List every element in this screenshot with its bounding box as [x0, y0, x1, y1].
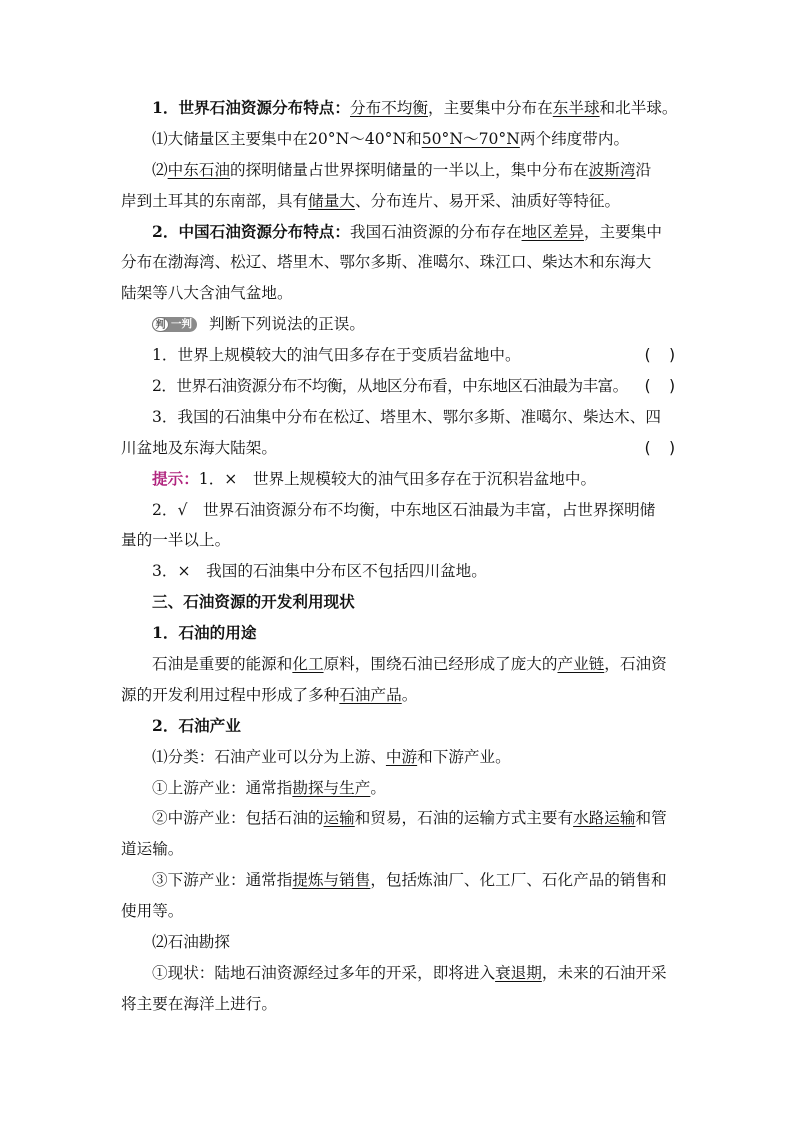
answer-blank: 东半球	[552, 99, 600, 117]
answer-blank: 产业链	[557, 655, 605, 674]
paragraph-downstream-line1	[121, 865, 677, 896]
paragraph-middle-east-line1	[121, 155, 677, 186]
text-run: ②中游产业：包括石油的	[152, 809, 324, 828]
judge-question-3-line2	[121, 433, 677, 464]
section-heading: 三、石油资源的开发利用现状	[152, 592, 355, 612]
text-run: 沿	[635, 160, 652, 179]
text-run: 和北半球。	[599, 99, 678, 117]
paragraph-latitude-bands	[121, 124, 677, 155]
answer-blank: 石油产品	[339, 685, 402, 704]
judge-question-3-line1: 3．我国的石油集中分布在松辽、塔里木、鄂尔多斯、准噶尔、柴达木、四	[152, 407, 661, 426]
document-page	[121, 93, 677, 1020]
answer-blank: 衰退期	[495, 963, 542, 982]
text-run: ，石油资	[604, 655, 667, 674]
paragraph-exploration-line2: 将主要在海洋上进行。	[121, 994, 277, 1013]
answer-blank: 储量大	[308, 191, 355, 210]
paragraph-china-oil-line2: 分布在渤海湾、松辽、塔里木、鄂尔多斯、准噶尔、珠江口、柴达木和东海大	[121, 253, 652, 272]
subheading-oil-industry: 2．石油产业	[152, 715, 241, 735]
subheading-oil-uses: 1．石油的用途	[152, 623, 257, 643]
subheading-exploration: ⑵石油勘探	[152, 933, 230, 952]
text-run: 源的开发利用过程中形成了多种	[121, 685, 340, 704]
paragraph-downstream-line2: 使用等。	[121, 902, 184, 921]
hint-answer-1	[121, 464, 677, 495]
item-number: 2．	[152, 221, 179, 241]
text-run: ⑴大储量区主要集中在20°N～40°N和	[152, 129, 422, 148]
answer-blank: 提炼与销售	[292, 871, 371, 890]
judge-question-2	[121, 371, 677, 402]
answer-blank: 分布不均衡	[350, 99, 428, 117]
hint-answer-2-line2: 量的一半以上。	[121, 531, 231, 550]
question-text: 2．世界石油资源分布不均衡，从地区分布看，中东地区石油最为丰富。	[152, 377, 628, 396]
answer-blank: 地区差异	[521, 222, 584, 241]
paragraph-china-oil-line3: 陆架等八大含油气盆地。	[121, 284, 293, 303]
text-run: 和管	[635, 809, 667, 828]
text-run: 石油是重要的能源和	[152, 655, 293, 674]
answer-blank: 波斯湾	[588, 160, 636, 179]
paragraph-world-oil-distribution	[121, 93, 677, 124]
text-run: ①现状：陆地石油资源经过多年的开采，即将进入	[152, 963, 496, 982]
text-run: ，未来的石油开采	[541, 963, 667, 982]
paragraph-china-oil-line1	[121, 217, 677, 248]
question-text: 川盆地及东海大陆架。	[121, 438, 277, 457]
text-run: 和贸易，石油的运输方式主要有	[354, 809, 574, 828]
paragraph-middle-east-line2	[121, 186, 677, 217]
judge-question-1	[121, 340, 677, 371]
hint-label: 提示：	[152, 468, 199, 488]
text-run: 两个纬度带内。	[519, 129, 630, 148]
judge-badge-icon	[152, 317, 197, 332]
answer-paren: ( )	[642, 438, 677, 457]
text-run: 原料，围绕石油已经形成了庞大的	[323, 655, 558, 674]
paragraph-exploration-line1	[121, 958, 677, 989]
answer-blank: 中游	[385, 747, 418, 766]
text-run: 。	[370, 778, 386, 797]
hint-answer-3: 3．× 我国的石油集中分布区不包括四川盆地。	[152, 562, 487, 581]
text-run: ，包括炼油厂、化工厂、石化产品的销售和	[370, 871, 667, 890]
hint-answer-2-line1: 2．√ 世界石油资源分布不均衡，中东地区石油最为丰富，占世界探明储	[152, 500, 656, 519]
text-run: 和下游产业。	[417, 747, 511, 766]
text-run: 、分布连片、易开采、油质好等特征。	[354, 191, 621, 210]
paragraph-industry-classification	[121, 742, 677, 773]
paragraph-midstream-line1	[121, 803, 677, 834]
answer-paren: ( )	[642, 377, 677, 396]
answer-text: 1．× 世界上规模较大的油气田多存在于沉积岩盆地中。	[198, 469, 597, 488]
text-run: 我国石油资源的分布存在	[350, 222, 522, 241]
text-run: ，主要集中	[583, 222, 662, 241]
badge-char: 判	[152, 317, 169, 332]
text-run: ⑵	[152, 160, 168, 179]
item-lead: 世界石油资源分布特点：	[178, 98, 350, 117]
badge-text: 一判	[171, 318, 192, 331]
answer-blank: 水路运输	[573, 809, 636, 828]
judge-instruction-line	[121, 309, 677, 340]
item-number: 1．	[152, 98, 179, 117]
answer-blank: 中东石油	[167, 160, 230, 179]
paragraph-oil-uses-line2	[121, 680, 677, 711]
text-run: ，主要集中分布在	[427, 99, 553, 117]
answer-blank: 勘探与生产	[292, 778, 371, 797]
answer-blank: 化工	[292, 655, 324, 674]
answer-paren: ( )	[642, 346, 677, 365]
text-run: 的探明储量占世界探明储量的一半以上，集中分布在	[230, 160, 589, 179]
text-run: ③下游产业：通常指	[152, 871, 293, 890]
text-run: ①上游产业：通常指	[152, 778, 293, 797]
paragraph-upstream	[121, 773, 677, 804]
answer-blank: 运输	[323, 809, 355, 828]
paragraph-oil-uses-line1	[121, 649, 677, 680]
text-run: 。	[401, 685, 418, 704]
question-text: 1．世界上规模较大的油气田多存在于变质岩盆地中。	[152, 346, 521, 365]
paragraph-midstream-line2: 道运输。	[121, 840, 184, 859]
text-run: ⑴分类：石油产业可以分为上游、	[152, 747, 386, 766]
item-lead: 中国石油资源分布特点：	[178, 221, 350, 241]
judge-instruction: 判断下列说法的正误。	[209, 315, 365, 334]
answer-blank: 50°N～70°N	[421, 129, 520, 148]
text-run: 岸到土耳其的东南部，具有	[121, 191, 309, 210]
